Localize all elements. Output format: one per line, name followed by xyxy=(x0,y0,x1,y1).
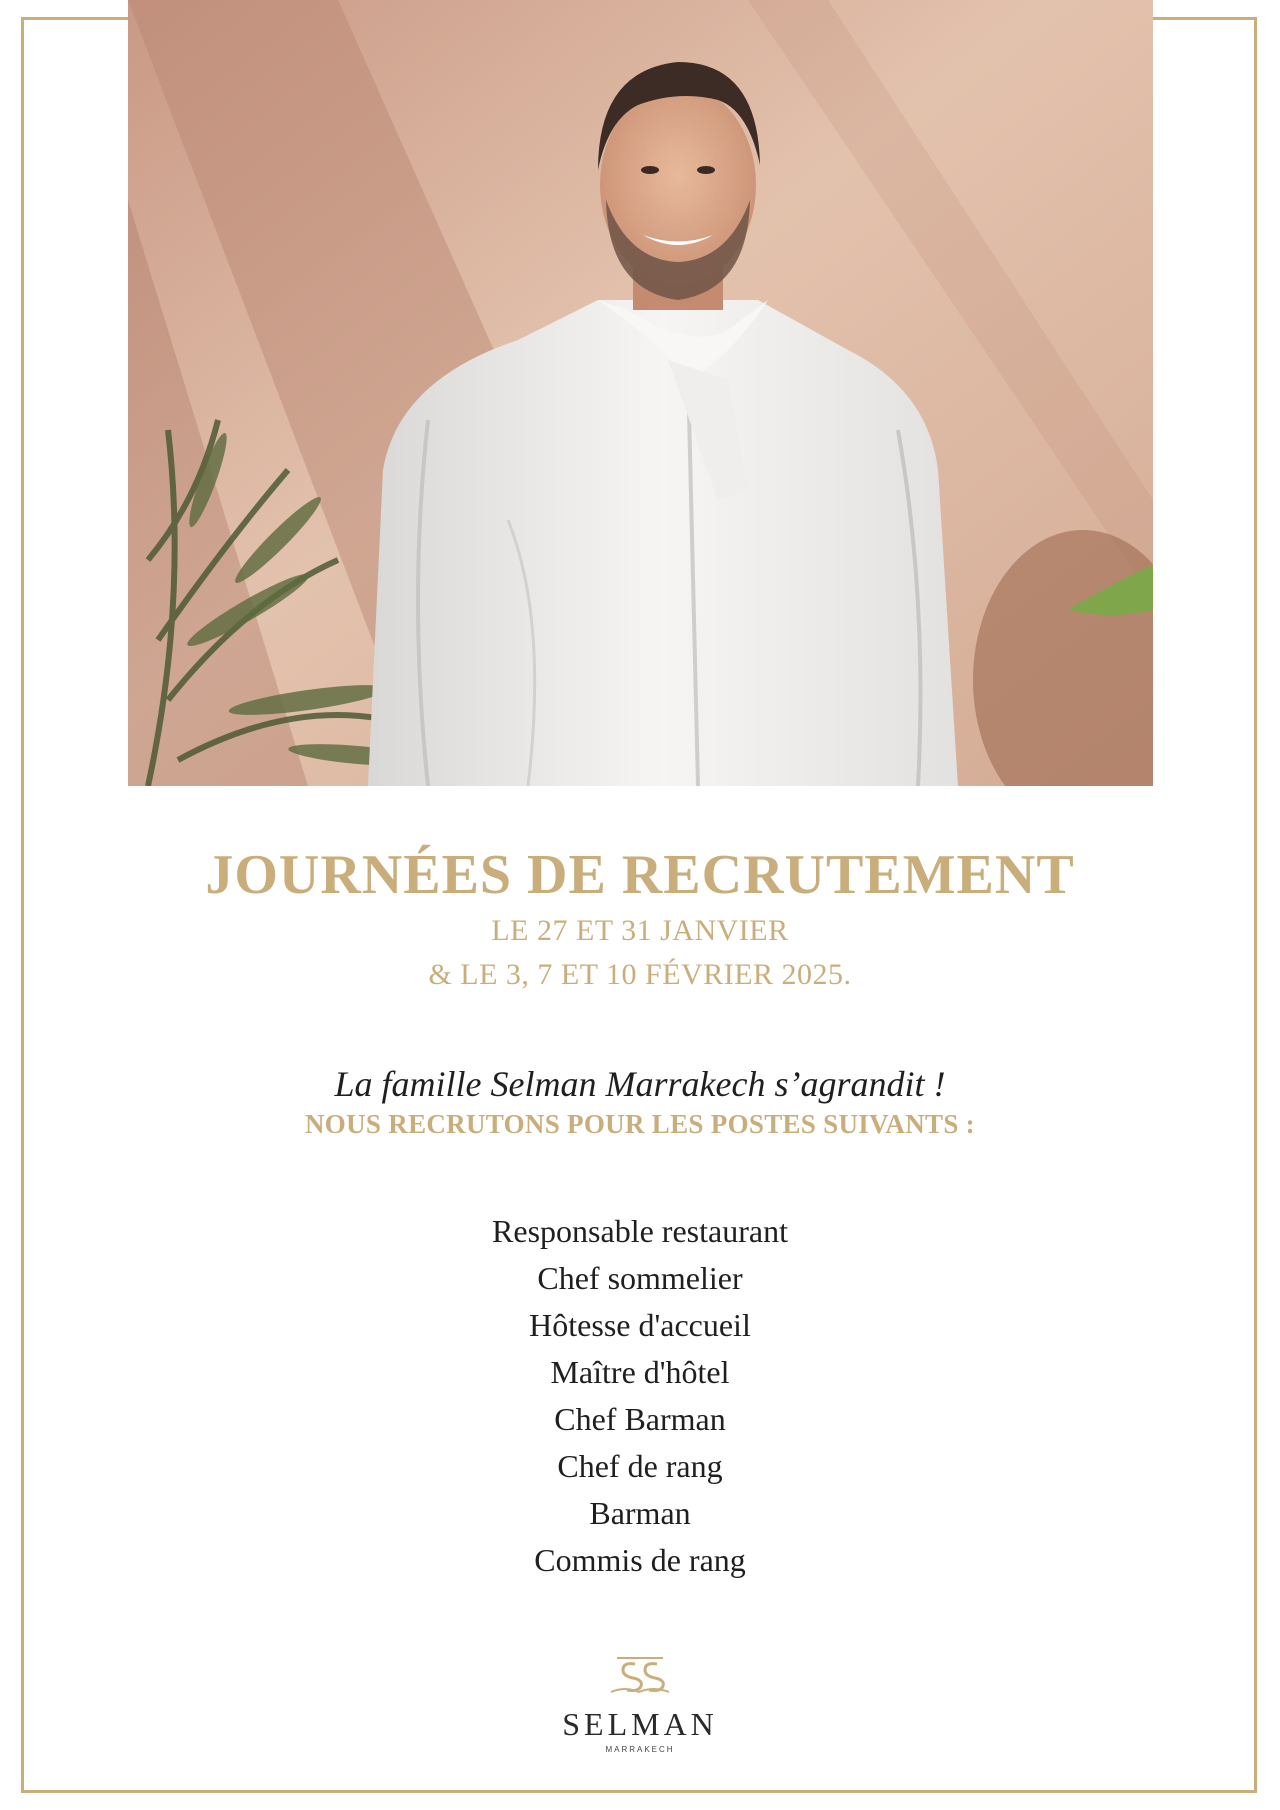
recruitment-title: JOURNÉES DE RECRUTEMENT xyxy=(205,844,1075,906)
position-item: Chef de rang xyxy=(557,1448,723,1484)
position-item: Barman xyxy=(589,1495,691,1531)
positions-list xyxy=(0,1208,1280,1584)
position-item: Commis de rang xyxy=(534,1542,746,1578)
chef-portrait-photo xyxy=(128,0,1153,786)
positions-heading: NOUS RECRUTONS POUR LES POSTES SUIVANTS : xyxy=(305,1109,975,1139)
date-line-january: LE 27 ET 31 JANVIER xyxy=(491,914,789,947)
date-line-february: & LE 3, 7 ET 10 FÉVRIER 2025. xyxy=(428,958,852,991)
position-item: Chef Barman xyxy=(554,1401,726,1437)
position-item: Hôtesse d'accueil xyxy=(529,1307,751,1343)
selman-monogram-icon xyxy=(605,1652,675,1696)
position-item: Responsable restaurant xyxy=(492,1213,788,1249)
tagline: La famille Selman Marrakech s’agrandit ! xyxy=(334,1064,946,1104)
position-item: Maître d'hôtel xyxy=(550,1354,730,1390)
selman-logo xyxy=(540,1652,740,1754)
logo-location: MARRAKECH xyxy=(605,1745,675,1754)
logo-name: SELMAN xyxy=(562,1706,718,1742)
position-item: Chef sommelier xyxy=(537,1260,743,1296)
